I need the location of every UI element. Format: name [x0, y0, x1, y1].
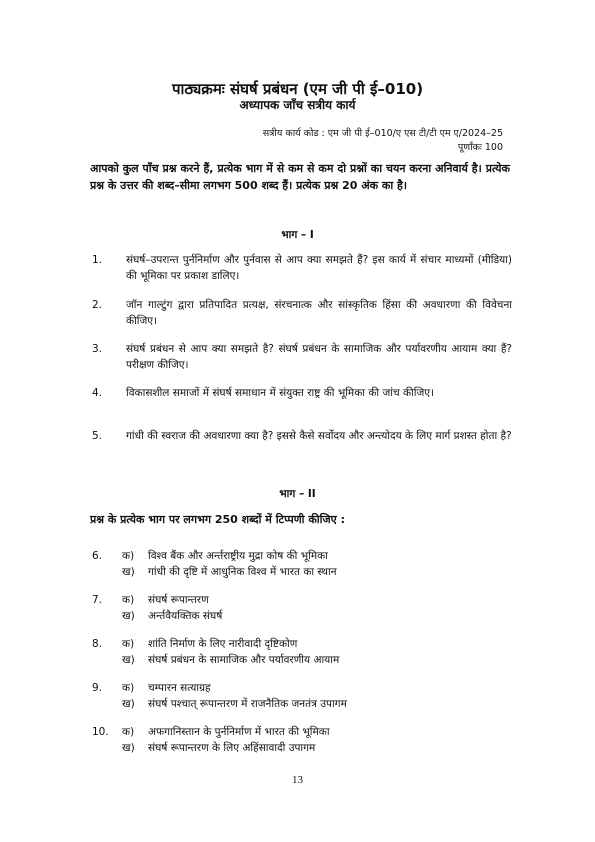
- question-number: 1.: [92, 254, 103, 266]
- sub-label: क): [122, 594, 135, 606]
- question-10: [92, 724, 512, 756]
- question-text: संघर्ष–उपरान्त पुर्ननिर्माण और पुर्नवास से आप क्या समझते हैं? इस कार्य में संचार माध्यमों (मीडिया) की भूमिका पर प्रकाश डालिए।: [126, 254, 512, 282]
- sub-question-text: अफगानिस्तान के पुर्ननिर्माण में भारत की भूमिका: [148, 726, 330, 738]
- question-5: [92, 428, 512, 444]
- sub-question-text: गांधी की दृष्टि में आधुनिक विश्व में भारत का स्थान: [148, 566, 337, 578]
- sub-question-text: शांति निर्माण के लिए नारीवादी दृष्टिकोण: [148, 638, 298, 650]
- question-3: [92, 341, 512, 373]
- sub-label: ख): [122, 698, 135, 710]
- sub-question-text: संघर्ष पश्चात् रूपान्तरण में राजनैतिक जनतंत्र उपागम: [148, 698, 347, 710]
- question-number: 9.: [92, 682, 103, 694]
- sub-label: क): [122, 726, 135, 738]
- sub-label: ख): [122, 566, 135, 578]
- page-number: 13: [292, 774, 303, 786]
- question-number: 2.: [92, 299, 103, 311]
- general-instructions: आपको कुल पाँच प्रश्न करने हैं, प्रत्येक भाग में से कम से कम दो प्रश्नों का चयन करना अनिवार्य है। प्रत्येक प्रश्न के उत्तर की शब्द–सीमा लगभग 500 शब्द हैं। प्रत्येक प्रश्न 20 अंक का है।: [90, 162, 510, 192]
- course-title: पाठ्यक्रमः संघर्ष प्रबंधन (एम जी पी ई–010): [171, 80, 424, 98]
- question-number: 3.: [92, 343, 103, 355]
- question-7: [92, 592, 512, 624]
- sub-question-text: विश्व बैंक और अर्न्तराष्ट्रीय मुद्रा कोष की भूमिका: [148, 550, 328, 562]
- part1-heading: भाग – I: [281, 229, 314, 241]
- sub-question-text: संघर्ष प्रबंधन के सामाजिक और पर्यावरणीय आयाम: [148, 654, 340, 666]
- question-text: विकासशील समाजों में संघर्ष समाधान में संयुक्त राष्ट्र की भूमिका की जांच कीजिए।: [126, 387, 435, 399]
- part2-instruction: प्रश्न के प्रत्येक भाग पर लगभग 250 शब्दों में टिप्पणी कीजिए :: [90, 513, 345, 526]
- question-8: [92, 636, 512, 668]
- part2-heading: भाग – II: [279, 488, 316, 500]
- sub-label: क): [122, 682, 135, 694]
- question-text: संघर्ष प्रबंधन से आप क्या समझते है? संघर्ष प्रबंधन के सामाजिक और पर्यावरणीय आयाम क्या हैं? परीक्षण कीजिए।: [126, 343, 512, 371]
- sub-label: ख): [122, 610, 135, 622]
- question-text: जॉन गाल्टुंग द्वारा प्रतिपादित प्रत्यक्ष, संरचनात्क और सांस्कृतिक हिंसा की अवधारणा की विवेचना कीजिए।: [126, 299, 512, 327]
- question-number: 4.: [92, 387, 103, 399]
- question-6: [92, 548, 512, 580]
- sub-question-text: अर्न्तवैयक्तिक संघर्ष: [148, 610, 223, 622]
- question-number: 5.: [92, 430, 103, 442]
- question-2: [92, 297, 512, 329]
- sub-label: क): [122, 550, 135, 562]
- assignment-subtitle: अध्यापक जाँच सत्रीय कार्य: [239, 98, 356, 112]
- sub-question-text: संघर्ष रूपान्तरण: [148, 594, 209, 606]
- question-number: 10.: [92, 726, 109, 738]
- question-number: 8.: [92, 638, 103, 650]
- sub-label: ख): [122, 654, 135, 666]
- question-text: गांधी की स्वराज की अवधारणा क्या है? इससे कैसे सर्वोदय और अन्त्योदय के लिए मार्ग प्रशस्त होता है?: [126, 430, 512, 442]
- assignment-code: सत्रीय कार्य कोड : एम जी पी ई–010/ए एस टी/टी एम ए/2024–25: [262, 128, 503, 139]
- question-number: 6.: [92, 550, 103, 562]
- question-1: [92, 252, 512, 284]
- question-number: 7.: [92, 594, 103, 606]
- sub-question-text: संघर्ष रूपान्तरण के लिए अहिंसावादी उपागम: [148, 742, 316, 754]
- max-marks: पूर्णांकः 100: [457, 142, 503, 153]
- sub-label: क): [122, 638, 135, 650]
- question-9: [92, 680, 512, 712]
- sub-question-text: चम्पारन सत्याग्रह: [148, 682, 211, 694]
- question-4: [92, 385, 512, 401]
- sub-label: ख): [122, 742, 135, 754]
